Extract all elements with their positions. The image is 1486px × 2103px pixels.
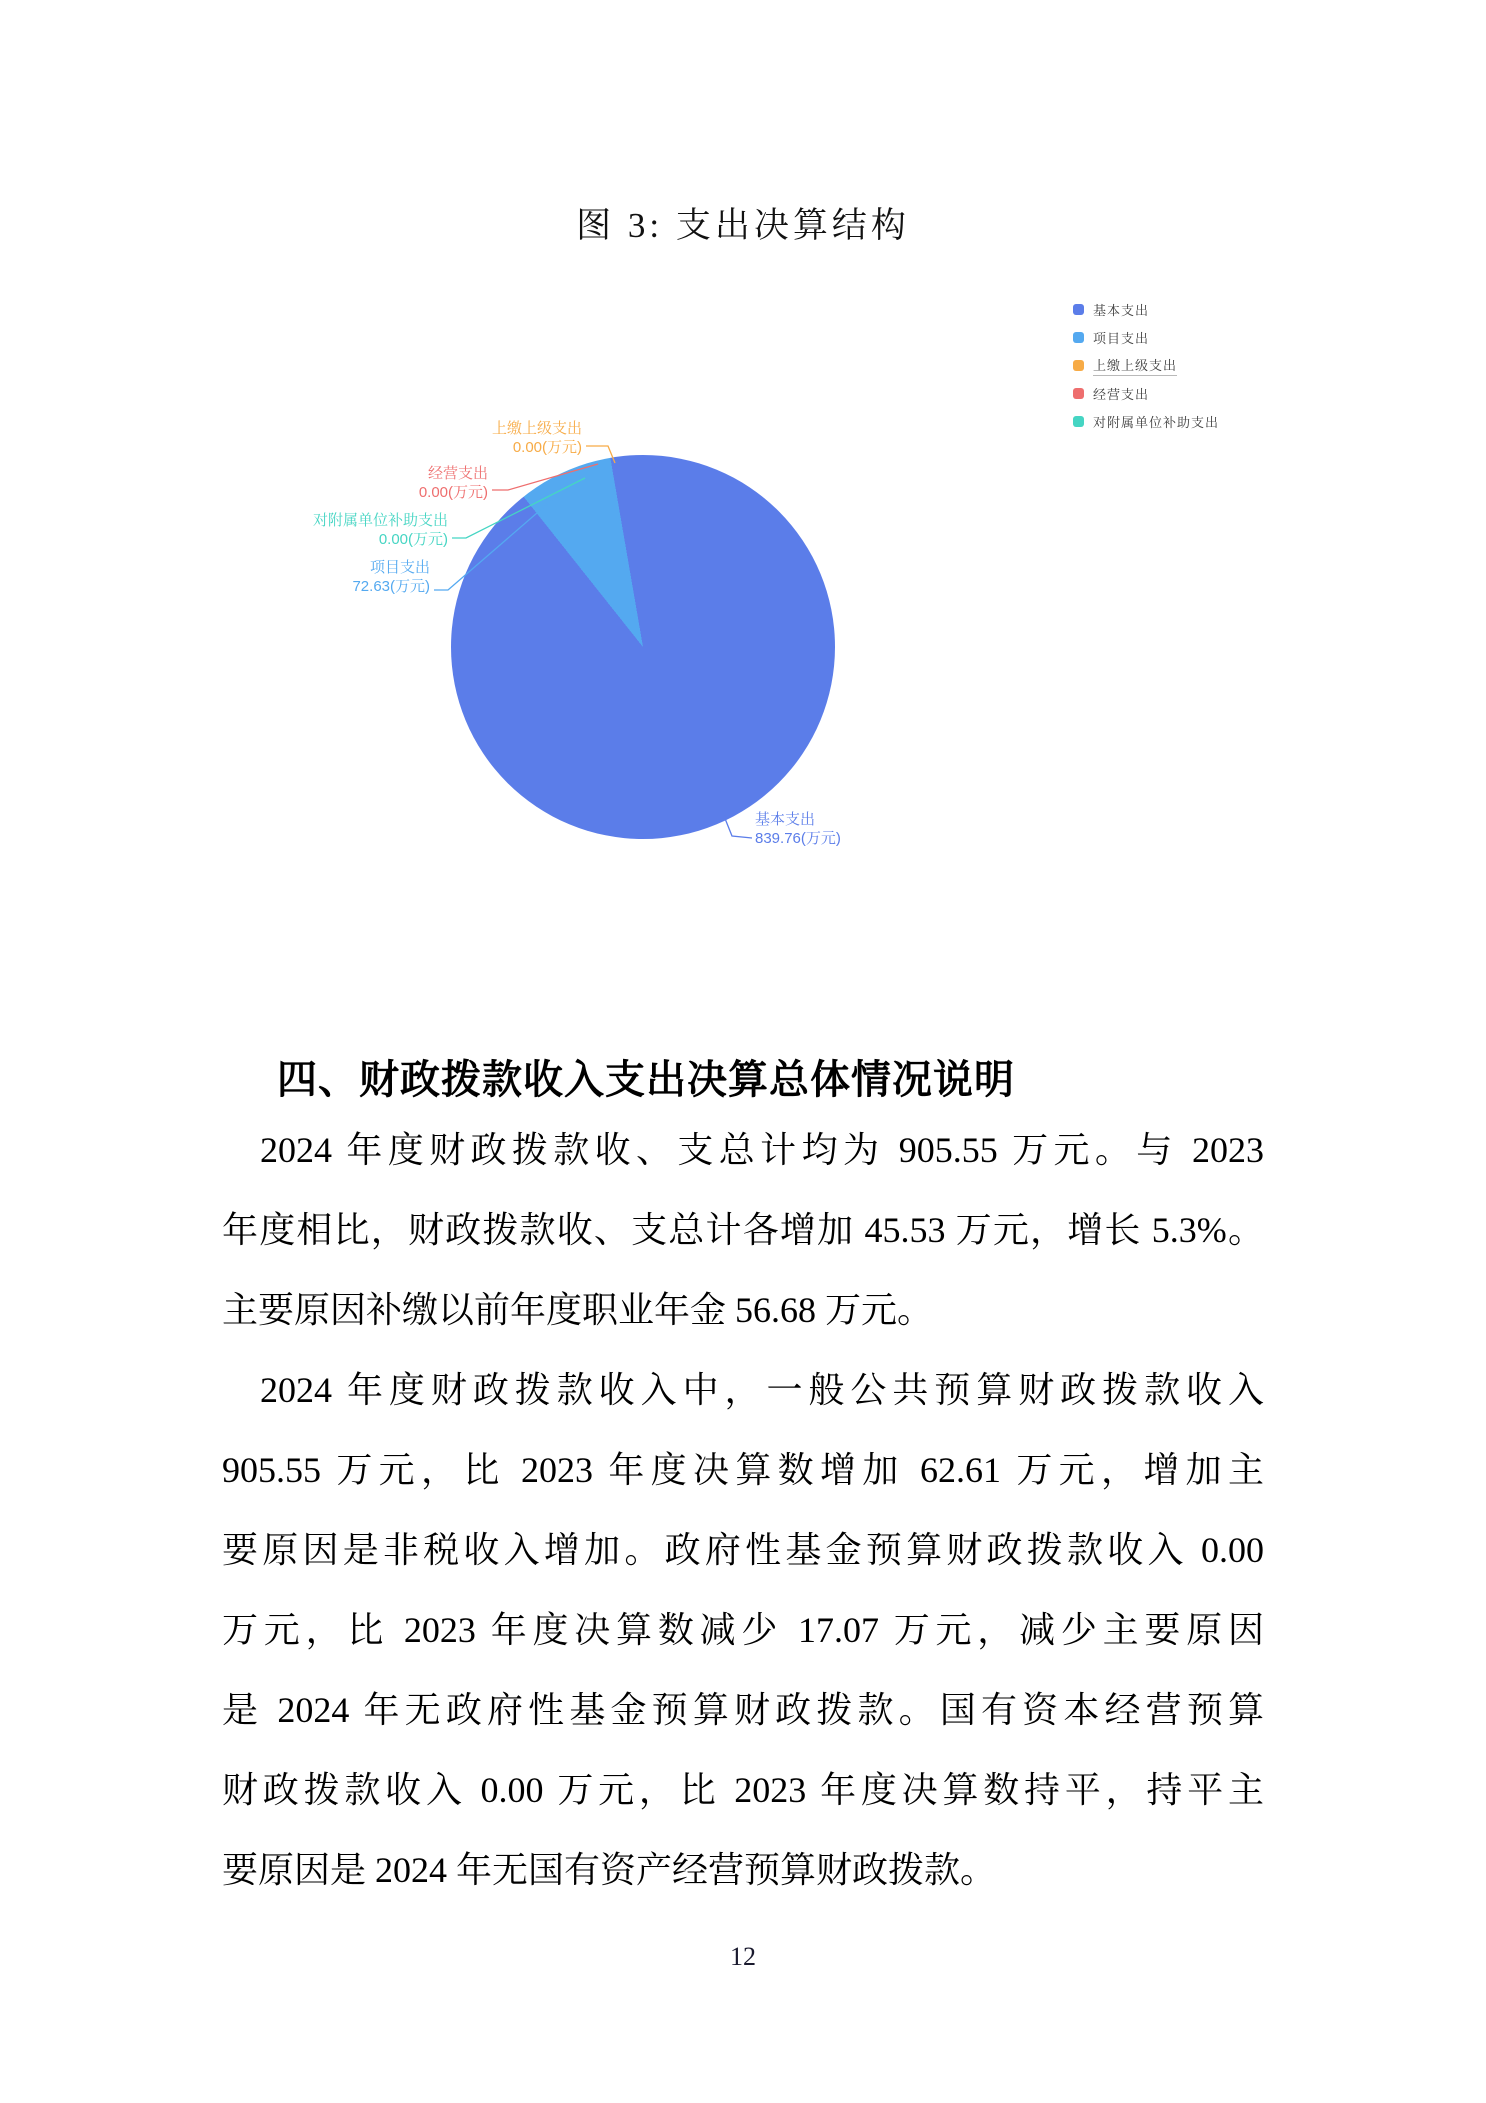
label-name: 对附属单位补助支出 [312,512,448,529]
body-line: 财政拨款收入 0.00 万元，比 2023 年度决算数持平，持平主 [222,1770,1264,1810]
legend-swatch-shangjiao [1073,360,1084,371]
legend-label: 基本支出 [1093,302,1150,318]
label-value: 0.00(万元) [512,439,582,456]
label-value: 839.76(万元) [755,830,841,847]
pie-label-jiben [755,810,841,848]
legend-label: 上缴上级支出 [1093,355,1177,376]
body-line: 万元，比 2023 年度决算数减少 17.07 万元，减少主要原因 [222,1610,1264,1650]
leader-line-jiben [724,816,752,838]
pie [451,455,835,839]
body-text [222,1110,1264,1910]
label-name: 基本支出 [755,811,816,828]
label-value: 72.63(万元) [352,578,430,595]
body-line: 要原因是 2024 年无国有资产经营预算财政拨款。 [222,1850,997,1890]
pie-label-fushu [313,511,448,549]
body-line: 要原因是非税收入增加。政府性基金预算财政拨款收入 0.00 [222,1530,1264,1570]
legend-swatch-xiangmu [1073,332,1084,343]
body-line: 905.55 万元，比 2023 年度决算数增加 62.61 万元，增加主 [222,1450,1264,1490]
body-line: 年度相比，财政拨款收、支总计各增加 45.53 万元，增长 5.3%。 [222,1210,1264,1250]
body-line: 主要原因补缴以前年度职业年金 56.68 万元。 [222,1290,934,1330]
chart-legend [1073,295,1219,435]
label-value: 0.00(万元) [378,531,448,548]
legend-swatch-jingying [1073,388,1084,399]
body-line: 是 2024 年无政府性基金预算财政拨款。国有资本经营预算 [222,1690,1264,1730]
body-line: 2024 年度财政拨款收、支总计均为 905.55 万元。与 2023 [260,1130,1264,1170]
figure-title: 图 3: 支出决算结构 [576,206,910,245]
legend-swatch-fushu [1073,416,1084,427]
legend-item-fushu [1073,407,1219,435]
legend-label: 项目支出 [1093,330,1150,346]
legend-item-jingying [1073,379,1219,407]
body-line: 2024 年度财政拨款收入中，一般公共预算财政拨款收入 [260,1370,1264,1410]
section-heading: 四、财政拨款收入支出决算总体情况说明 [277,1058,1015,1102]
label-name: 经营支出 [427,465,488,482]
label-value: 0.00(万元) [418,484,488,501]
page-number: 12 [730,1942,756,1971]
legend-item-xiangmu [1073,323,1219,351]
pie-label-shangjiao [492,419,582,457]
pie-label-xiangmu [352,558,430,596]
legend-label: 对附属单位补助支出 [1093,414,1220,430]
legend-item-jiben [1073,295,1219,323]
label-name: 项目支出 [369,559,430,576]
label-name: 上缴上级支出 [491,420,582,437]
legend-item-shangjiao [1073,351,1219,379]
legend-label: 经营支出 [1093,386,1150,402]
legend-swatch-jiben [1073,304,1084,315]
pie-label-jingying [419,464,488,502]
